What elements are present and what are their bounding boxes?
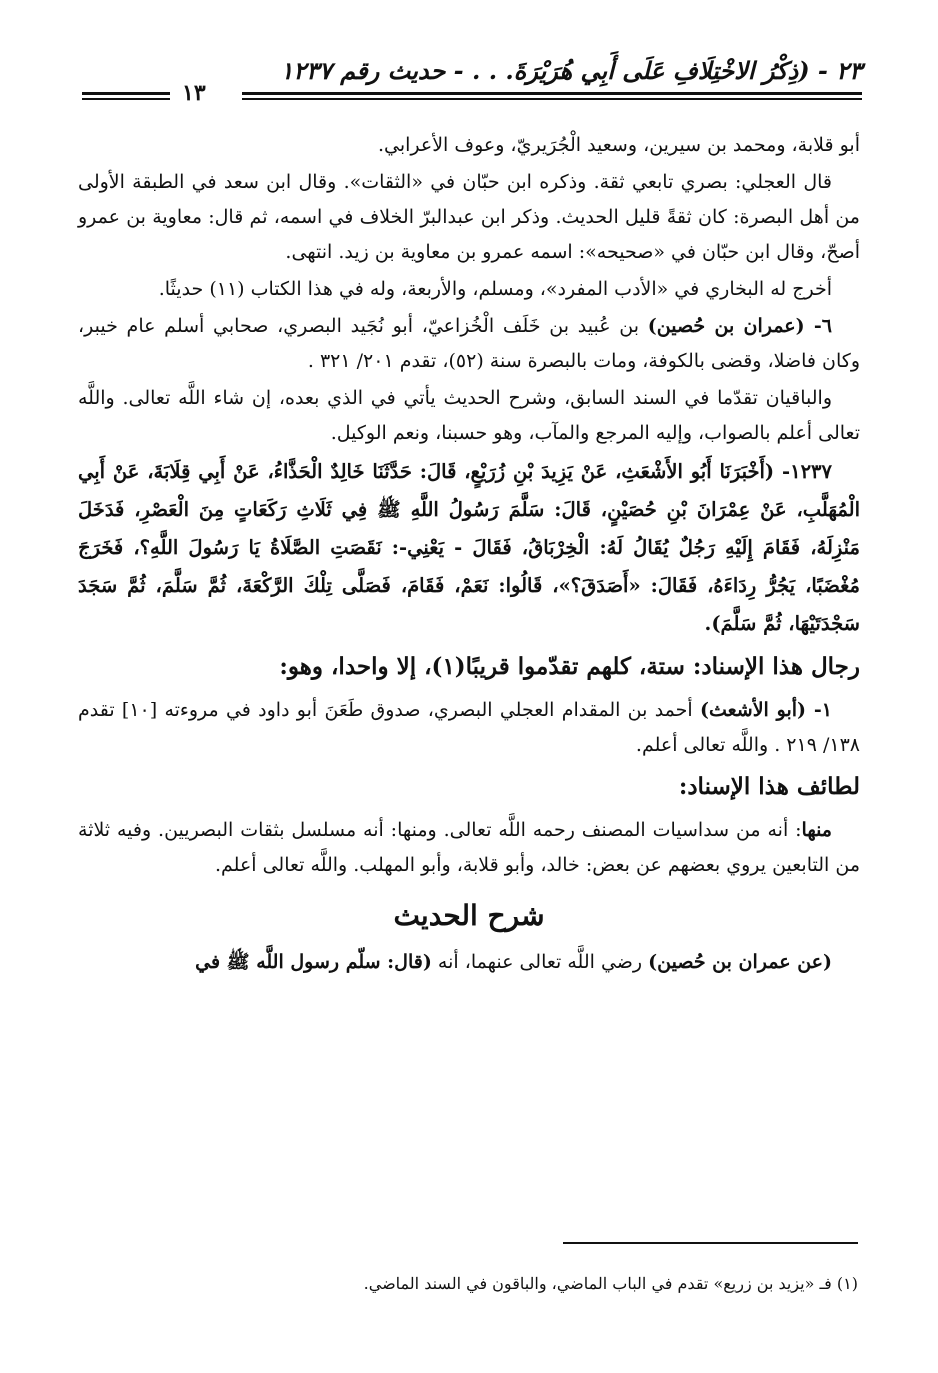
paragraph: والباقيان تقدّما في السند السابق، وشرح الحديث يأتي في الذي بعده، إن شاء اللَّه تعالى. واللَّه تعالى أعلم بالصواب، وإليه المرجع والمآب، وهو حسبنا، ونعم الوكيل. <box>78 387 860 444</box>
paragraph: أخرج له البخاري في «الأدب المفرد»، ومسلم، والأربعة، وله في هذا الكتاب (١١) حديثًا. <box>158 278 832 300</box>
sharh-quote: (قال: سلّم رسول اللَّه ﷺ في <box>195 951 432 973</box>
rijal-heading: رجال هذا الإسناد: ستة، كلهم تقدّموا قريبًا(١)، إلا واحدا، وهو: <box>279 653 860 680</box>
lataif-heading: لطائف هذا الإسناد: <box>678 773 860 800</box>
lataif-paragraph <box>78 813 860 883</box>
page-number: ١٣ <box>182 80 206 106</box>
paragraph: قال العجلي: بصري تابعي ثقة. وذكره ابن حبّان في «الثقات». وقال ابن سعد في الطبقة الأولى من أهل البصرة: كان ثقةً قليل الحديث. وذكر ابن عبدالبرّ الخلاف في اسمه، ثم قال: معاوية بن عمرو أصحّ، وقال ابن حبّان في «صحيحه»: اسمه عمرو بن معاوية بن زيد. انتهى. <box>78 171 860 263</box>
header-rule-thin <box>242 98 862 100</box>
page-number-rule-thin <box>82 98 170 100</box>
sharh-text: رضي اللَّه تعالى عنهما، أنه <box>431 951 649 973</box>
lataif-lead: منها <box>801 819 832 841</box>
lataif-text: : أنه من سداسيات المصنف رحمه اللَّه تعالى. ومنها: أنه مسلسل بثقات البصريين. وفيه ثلاثة من التابعين يروي بعضهم عن بعض: خالد، وأبو قلابة، وأبو المهلب. واللَّه تعالى أعلم. <box>78 819 860 876</box>
hadith-text: ١٢٣٧- (أَخْبَرَنَا أَبُو الأَشْعَثِ، عَنْ يَزِيدَ بْنِ زُرَيْعٍ، قَالَ: حَدَّثَنَا خَالِدٌ الْحَذَّاءُ، عَنْ أَبِي قِلَابَةَ، عَنْ أَبِي الْمُهَلَّبِ، عَنْ عِمْرَانَ بْنِ حُصَيْنٍ، قَالَ: سَلَّمَ رَسُولُ اللَّهِ ﷺ فِي ثَلَاثِ رَكَعَاتٍ مِنَ الْعَصْرِ، فَدَخَلَ مَنْزِلَهُ، فَقَامَ إِلَيْهِ رَجُلٌ يُقَالُ لَهُ: الْخِرْبَاقُ، فَقَالَ - يَعْنِي-: نَقَصَتِ الصَّلَاةُ يَا رَسُولَ اللَّهِ؟، فَخَرَجَ مُغْضَبًا، يَجُرُّ رِدَاءَهُ، فَقَالَ: «أَصَدَقَ؟»، قَالُوا: نَعَمْ، فَقَامَ، فَصَلَّى تِلْكَ الرَّكْعَةَ، ثُمَّ سَلَّمَ، ثُمَّ سَجَدَ سَجْدَتَيْهَا، ثُمَّ سَلَّمَ). <box>78 460 860 635</box>
running-header <box>72 52 862 106</box>
header-title: ٢٣ - (ذِكْرُ الاخْتِلَافِ عَلَى أَبِي هُرَيْرَةَ. . . - حديث رقم ١٢٣٧ <box>280 56 862 85</box>
page-number-rule <box>82 92 170 95</box>
footnote-rule <box>563 1242 858 1244</box>
main-text <box>78 128 860 982</box>
narrator-bio: أحمد بن المقدام العجلي البصري، صدوق طَعَنَ أبو داود في مروءته [١٠] تقدم ١٣٨/ ٢١٩ . واللَّه تعالى أعلم. <box>78 699 860 756</box>
narrator-name: ٦- (عمران بن حُصين) <box>647 315 832 337</box>
footnote: (١) فـ «يزيد بن زريع» تقدم في الباب الماضي، والباقون في السند الماضي. <box>363 1274 858 1293</box>
sharh-lead: (عن عمران بن حُصين) <box>648 951 832 973</box>
sharh-heading: شرح الحديث <box>393 899 545 932</box>
narrator-entry <box>78 309 860 379</box>
paragraph: أبو قلابة، ومحمد بن سيرين، وسعيد الْجُرَيريّ، وعوف الأعرابي. <box>377 134 860 156</box>
narrator-bio: بن عُبيد بن خَلَف الْخُزاعيّ، أبو نُجَيد البصري، صحابي أسلم عام خيبر، وكان فاضلا، وقضى بالكوفة، ومات بالبصرة سنة (٥٢)، تقدم ٢٠١/ ٣٢١ . <box>78 315 860 372</box>
header-rule <box>242 92 862 95</box>
sharh-paragraph <box>78 945 860 980</box>
narrator-name: ١- (أبو الأشعث) <box>699 699 832 721</box>
narrator-entry <box>78 693 860 763</box>
